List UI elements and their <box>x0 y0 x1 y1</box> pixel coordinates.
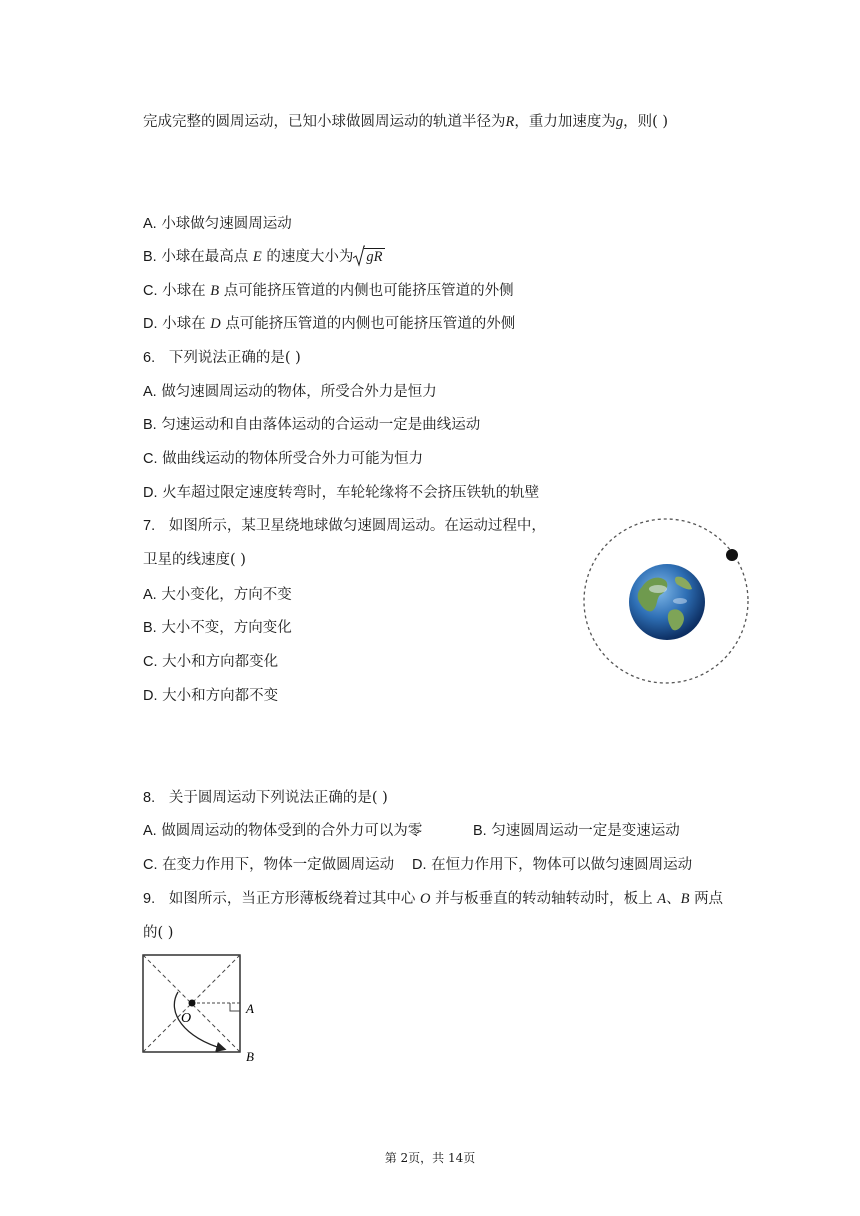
q8-stem: 8. 关于圆周运动下列说法正确的是( ) <box>143 790 388 806</box>
q6-stem: 6. 下列说法正确的是( ) <box>143 350 301 366</box>
q7-option-b: B. 大小不变，方向变化 <box>143 620 292 636</box>
label-a: A <box>246 1001 254 1016</box>
satellite-orbit-figure <box>580 515 752 687</box>
q5-option-c: C. 小球在 B 点可能挤压管道的内侧也可能挤压管道的外侧 <box>143 283 514 299</box>
label-o: O <box>181 1011 192 1026</box>
q8-option-a: A. 做圆周运动的物体受到的合外力可以为零 <box>143 823 423 839</box>
q8-option-c: C. 在变力作用下，物体一定做圆周运动 <box>143 857 395 873</box>
q5-option-d: D. 小球在 D 点可能挤压管道的内侧也可能挤压管道的外侧 <box>143 316 516 332</box>
earth-icon <box>629 564 705 640</box>
q8-option-d: D. 在恒力作用下，物体可以做匀速圆周运动 <box>412 857 693 873</box>
q5-option-a: A. 小球做匀速圆周运动 <box>143 216 292 232</box>
page-footer: 第 2页，共 14页 <box>384 1151 476 1165</box>
q6-option-d: D. 火车超过限定速度转弯时，车轮轮缘将不会挤压铁轨的轨壁 <box>143 485 540 501</box>
q5-option-b: B. 小球在最高点 E 的速度大小为 gR <box>143 247 385 267</box>
q6-option-b: B. 匀速运动和自由落体运动的合运动一定是曲线运动 <box>143 417 481 433</box>
square-plate-figure <box>138 950 268 1065</box>
q6-option-c: C. 做曲线运动的物体所受合外力可能为恒力 <box>143 451 424 467</box>
q9-stem-line2: 的( ) <box>143 925 174 941</box>
radical-sign-icon <box>353 245 365 267</box>
q9-stem-line1: 9. 如图所示，当正方形薄板绕着过其中心 O 并与板垂直的转动轴转动时，板上 A、B 两点 <box>143 891 724 907</box>
q7-option-d: D. 大小和方向都不变 <box>143 688 279 704</box>
q7-stem-line2: 卫星的线速度( ) <box>143 552 246 568</box>
satellite-icon <box>726 549 738 561</box>
square-root-expression: gR <box>353 247 384 267</box>
q7-option-a: A. 大小变化，方向不变 <box>143 587 292 603</box>
q7-stem-line1: 7. 如图所示，某卫星绕地球做匀速圆周运动。在运动过程中， <box>143 518 546 534</box>
center-point <box>189 1000 196 1007</box>
q6-option-a: A. 做匀速圆周运动的物体，所受合外力是恒力 <box>143 384 437 400</box>
label-b: B <box>246 1049 254 1064</box>
q7-option-c: C. 大小和方向都变化 <box>143 654 279 670</box>
right-angle-mark <box>230 1003 240 1011</box>
question-stem-continuation: 完成完整的圆周运动，已知小球做圆周运动的轨道半径为R，重力加速度为g，则( ) <box>143 114 669 130</box>
q8-option-b: B. 匀速圆周运动一定是变速运动 <box>473 823 680 839</box>
